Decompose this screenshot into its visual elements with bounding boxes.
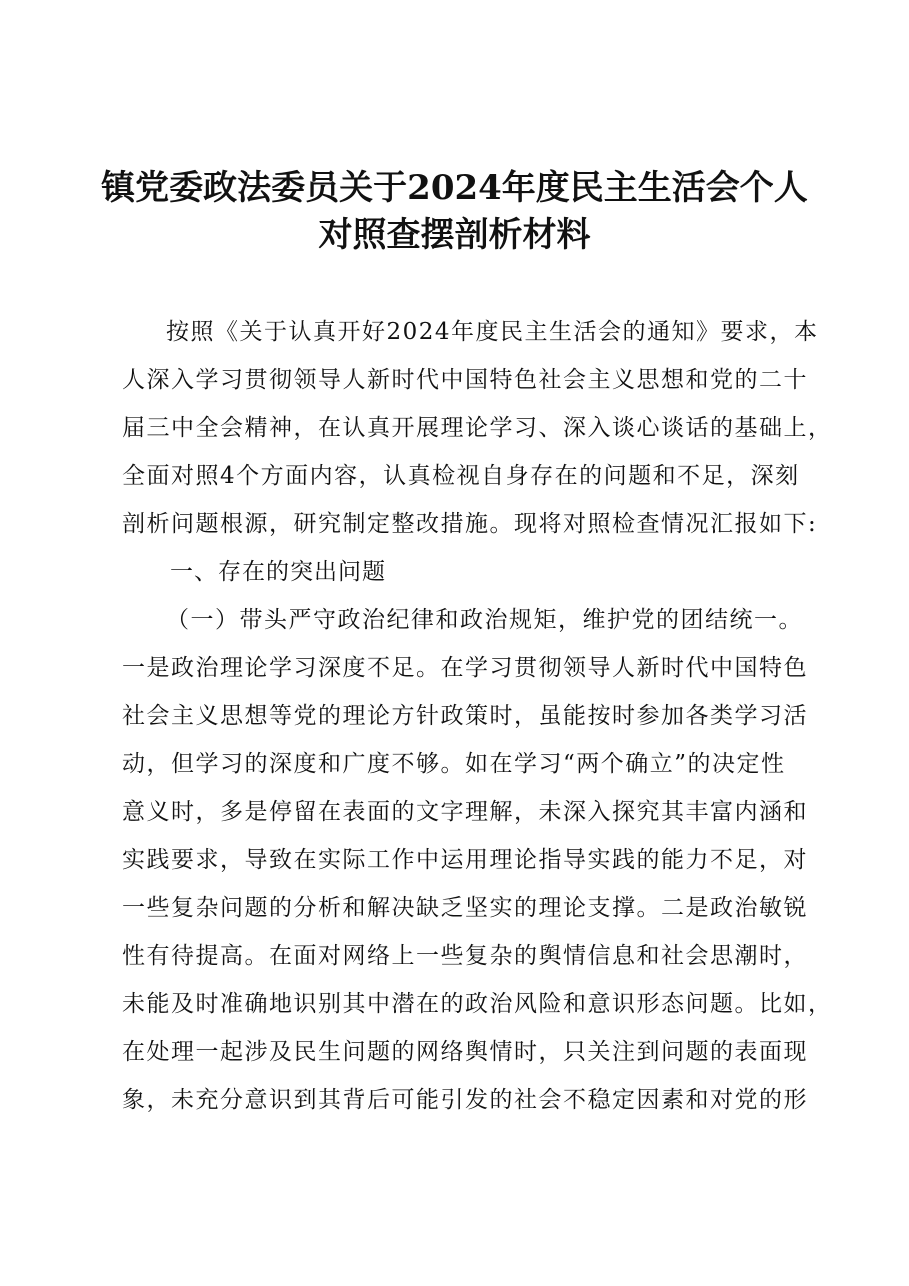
paragraph-line: 全面对照4个方面内容，认真检视自身存在的问题和不足，深刻 <box>122 463 800 489</box>
paragraph-line: 性有待提高。在面对网络上一些复杂的舆情信息和社会思潮时， <box>122 943 808 969</box>
paragraph-line: 届三中全会精神，在认真开展理论学习、深入谈心谈话的基础上， <box>122 415 833 441</box>
section-heading: 一、存在的突出问题 <box>170 559 386 585</box>
document-title-line-2: 对照查摆剖析材料 <box>318 215 591 255</box>
paragraph-line: 动，但学习的深度和广度不够。如在学习“两个确立”的决定性 <box>122 751 786 777</box>
paragraph-line: 象，未充分意识到其背后可能引发的社会不稳定因素和对党的形 <box>122 1087 808 1113</box>
subsection-heading: （一）带头严守政治纪律和政治规矩，维护党的团结统一。 <box>166 607 803 633</box>
paragraph-line: 一些复杂问题的分析和解决缺乏坚实的理论支撑。二是政治敏锐 <box>122 895 808 921</box>
paragraph-line: 人深入学习贯彻领导人新时代中国特色社会主义思想和党的二十 <box>122 367 808 393</box>
paragraph-line: 社会主义思想等党的理论方针政策时，虽能按时参加各类学习活 <box>122 703 808 729</box>
paragraph-line: 一是政治理论学习深度不足。在学习贯彻领导人新时代中国特色 <box>122 655 808 681</box>
document-title-line-1: 镇党委政法委员关于2024年度民主生活会个人 <box>101 168 808 208</box>
paragraph-line: 未能及时准确地识别其中潜在的政治风险和意识形态问题。比如， <box>122 991 833 1017</box>
paragraph-line: 意义时，多是停留在表面的文字理解，未深入探究其丰富内涵和 <box>122 799 808 825</box>
paragraph-line: 按照《关于认真开好2024年度民主生活会的通知》要求，本 <box>166 319 819 345</box>
paragraph-line: 实践要求，导致在实际工作中运用理论指导实践的能力不足，对 <box>122 847 808 873</box>
paragraph-line: 剖析问题根源，研究制定整改措施。现将对照检查情况汇报如下: <box>122 511 818 537</box>
paragraph-line: 在处理一起涉及民生问题的网络舆情时，只关注到问题的表面现 <box>122 1039 808 1065</box>
